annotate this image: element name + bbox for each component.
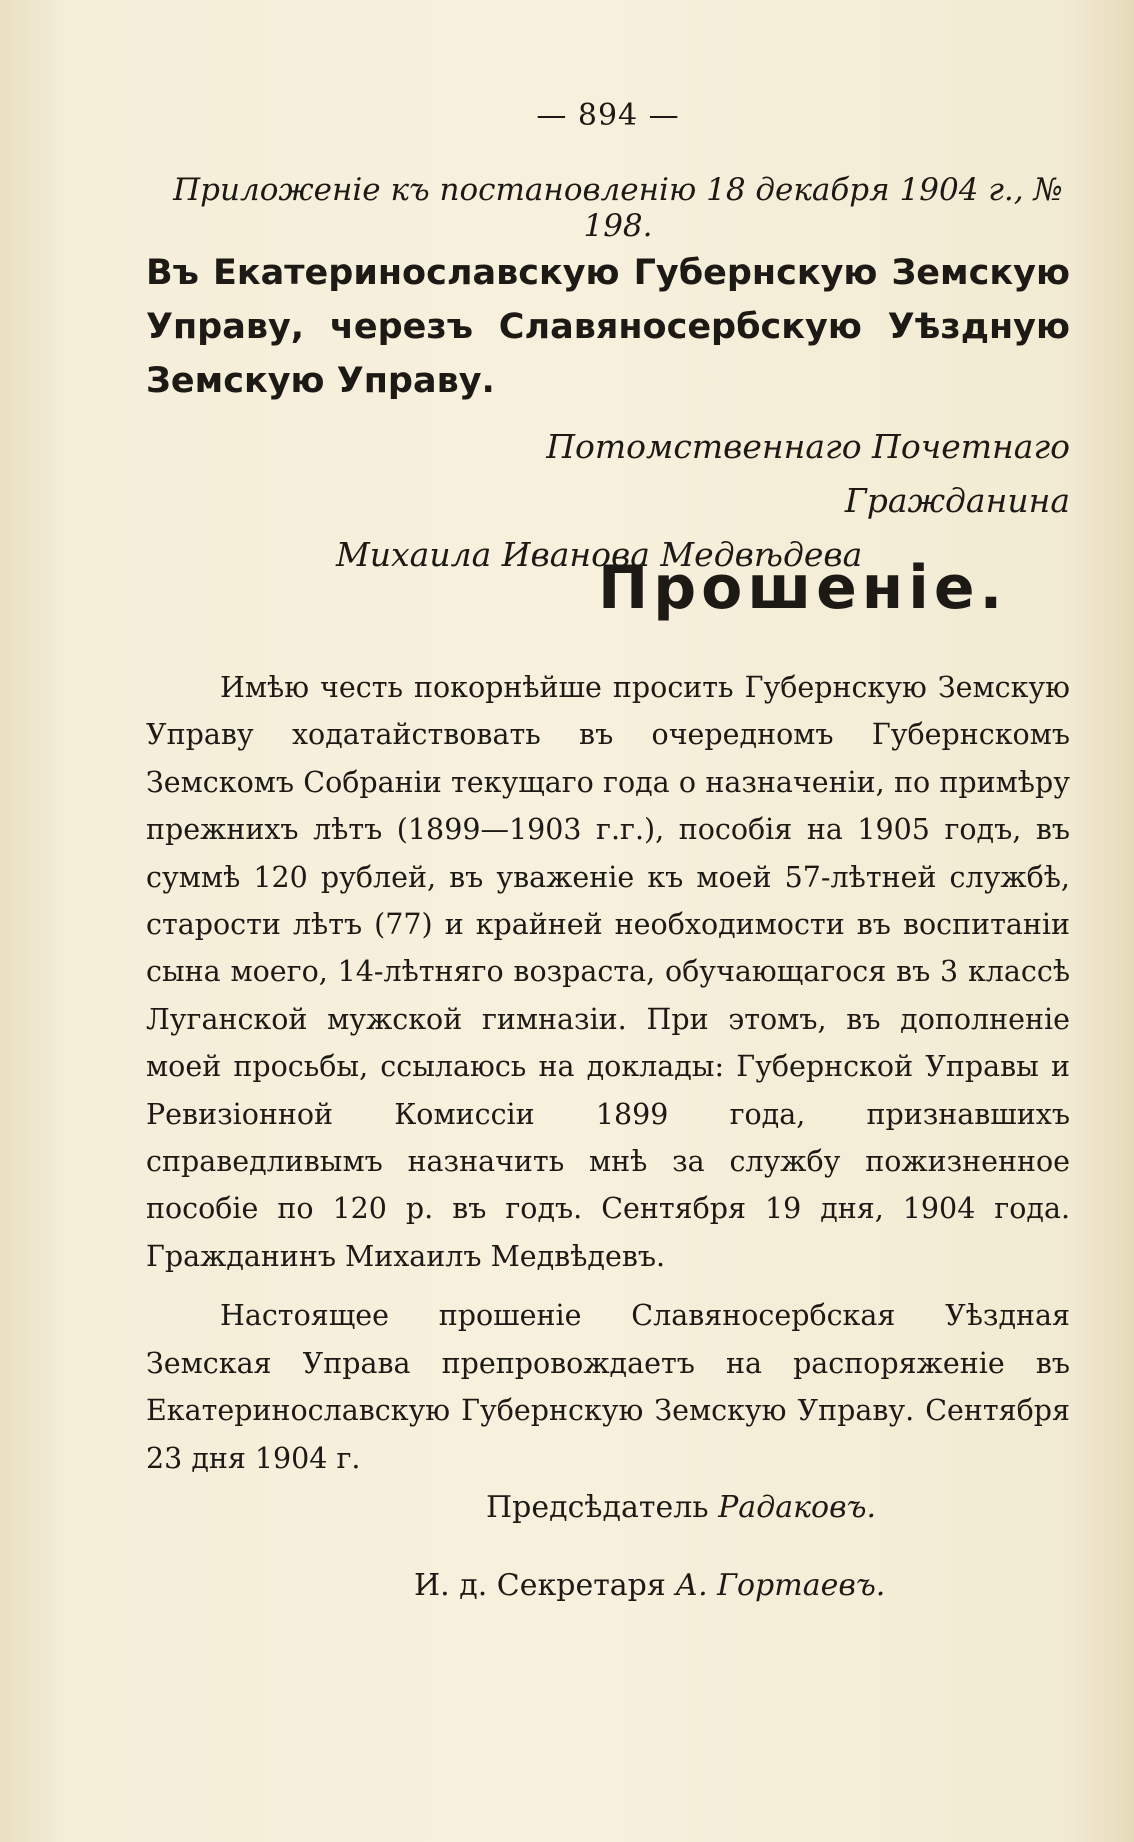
sender-line-2: Михаила Иванова Медвѣдева <box>336 535 863 574</box>
appendix-line: Приложеніе къ постановленію 18 декабря 1904 г., № 198. <box>173 172 1063 244</box>
chair-title: Предсѣдатель <box>486 1490 719 1525</box>
chair-signature <box>486 1490 876 1525</box>
page-number: — 894 — <box>536 98 680 133</box>
chair-name: Радаковъ. <box>718 1490 877 1525</box>
petition-body <box>146 664 1070 1482</box>
address-heading: Въ Екатеринославскую Губернскую Земскую Управу, черезъ Славяносербскую Уѣздную Земскую Управу. <box>146 253 1070 401</box>
sender-line-1: Потомственнаго Почетнаго Гражданина <box>546 427 1070 520</box>
secretary-name: А. Гортаевъ. <box>675 1568 886 1603</box>
paragraph-1: Имѣю честь покорнѣйше просить Губернскую Земскую Управу ходатайствовать въ очередномъ Губернскомъ Земскомъ Собраніи текущаго года о назначеніи, по примѣру прежнихъ лѣтъ (1899—1903 г.г.), пособія на 1905 годъ, въ суммѣ 120 рублей, въ уваженіе къ моей 57-лѣтней службѣ, старости лѣтъ (77) и крайней необходимости въ воспитаніи сына моего, 14-лѣтняго возраста, обучающагося въ 3 классѣ Луганской мужской гимназіи. При этомъ, въ дополненіе моей просьбы, ссылаюсь на доклады: Губернской Управы и Ревизіонной Комиссіи 1899 года, признавшихъ справедливымъ назначить мнѣ за службу пожизненное пособіе по 120 р. въ годъ. Сентября 19 дня, 1904 года. Гражданинъ Михаилъ Медвѣдевъ. <box>146 671 1070 1273</box>
petition-title: Прошеніе. <box>598 553 1008 623</box>
secretary-title: И. д. Секретаря <box>414 1568 676 1603</box>
secretary-signature <box>414 1568 885 1603</box>
paragraph-2: Настоящее прошеніе Славяносербская Уѣздная Земская Управа препровождаетъ на распоряженіе въ Екатеринославскую Губернскую Земскую Управу. Сентября 23 дня 1904 г. <box>146 1299 1070 1475</box>
